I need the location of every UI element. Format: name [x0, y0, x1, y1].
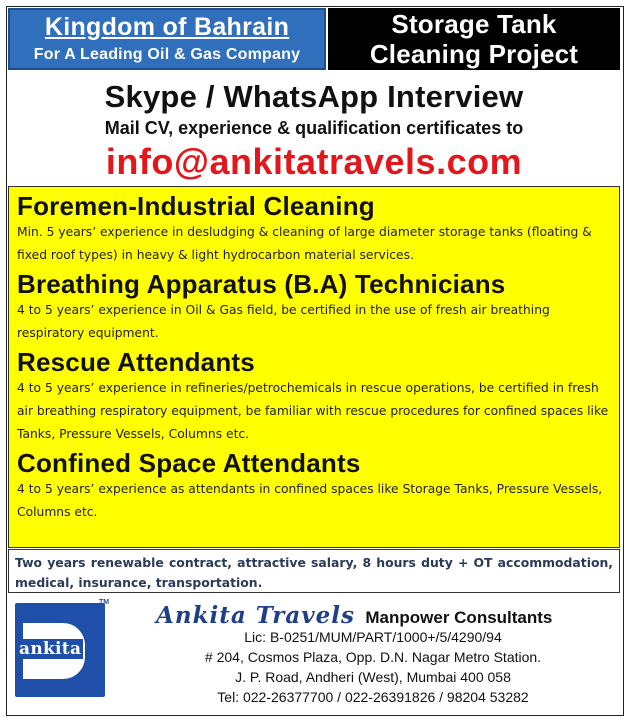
- job-title: Breathing Apparatus (B.A) Technicians: [17, 269, 506, 299]
- mail-instruction: Mail CV, experience & qualification certificates to: [104, 118, 524, 138]
- country-title: Kingdom of Bahrain: [44, 13, 290, 41]
- job-listing: [17, 448, 611, 524]
- phone-numbers: Tel: 022-26377700 / 022-26391826 / 98204 53282: [217, 689, 529, 705]
- project-title-line1: Storage Tank: [391, 9, 557, 39]
- job-title: Rescue Attendants: [17, 347, 255, 377]
- logo-wordmark: ankita: [19, 639, 82, 659]
- contact-email-link[interactable]: info@ankitatravels.com: [105, 141, 523, 182]
- job-description: Min. 5 years’ experience in desludging & cleaning of large diameter storage tanks (floating & fixed roof types) in heavy & light hydrocarbon material services.: [17, 225, 592, 262]
- job-listing: [17, 347, 611, 446]
- job-title: Foremen-Industrial Cleaning: [17, 191, 375, 221]
- job-description: 4 to 5 years’ experience in refineries/petrochemicals in rescue operations, be certified in fresh air breathing respiratory equipment, be familiar with rescue procedures for confined spaces like Tanks, Pressure Vessels, Columns etc.: [17, 381, 609, 441]
- interview-title: Skype / WhatsApp Interview: [104, 79, 524, 114]
- ankita-logo: [13, 599, 111, 702]
- job-listing: [17, 191, 611, 267]
- job-title: Confined Space Attendants: [17, 448, 361, 478]
- country-banner: [8, 8, 326, 70]
- license-number: Lic: B-0251/MUM/PART/1000+/5/4290/94: [244, 629, 502, 645]
- trademark-mark: TM: [99, 599, 110, 606]
- job-listing: [17, 269, 611, 345]
- agency-name: Ankita Travels: [156, 602, 355, 629]
- positions-panel: [8, 186, 620, 548]
- interview-section: [8, 74, 620, 186]
- address-line-2: J. P. Road, Andheri (West), Mumbai 400 058: [235, 669, 511, 685]
- project-banner: [328, 8, 620, 70]
- company-subtitle: For A Leading Oil & Gas Company: [33, 46, 301, 63]
- brand-line: [156, 602, 552, 629]
- agency-footer: [8, 594, 620, 712]
- job-description: 4 to 5 years’ experience as attendants in confined spaces like Storage Tanks, Pressure Vessels, Columns etc.: [17, 482, 603, 519]
- project-title-line2: Cleaning Project: [369, 39, 579, 69]
- agency-tagline: Manpower Consultants: [365, 608, 553, 627]
- contract-terms: Two years renewable contract, attractive salary, 8 hours duty + OT accommodation, medical, insurance, transportation.: [8, 549, 620, 593]
- address-line-1: # 204, Cosmos Plaza, Opp. D.N. Nagar Metro Station.: [204, 649, 542, 665]
- job-description: 4 to 5 years’ experience in Oil & Gas field, be certified in the use of fresh air breathing respiratory equipment.: [17, 303, 550, 340]
- agency-address-block: [153, 627, 593, 707]
